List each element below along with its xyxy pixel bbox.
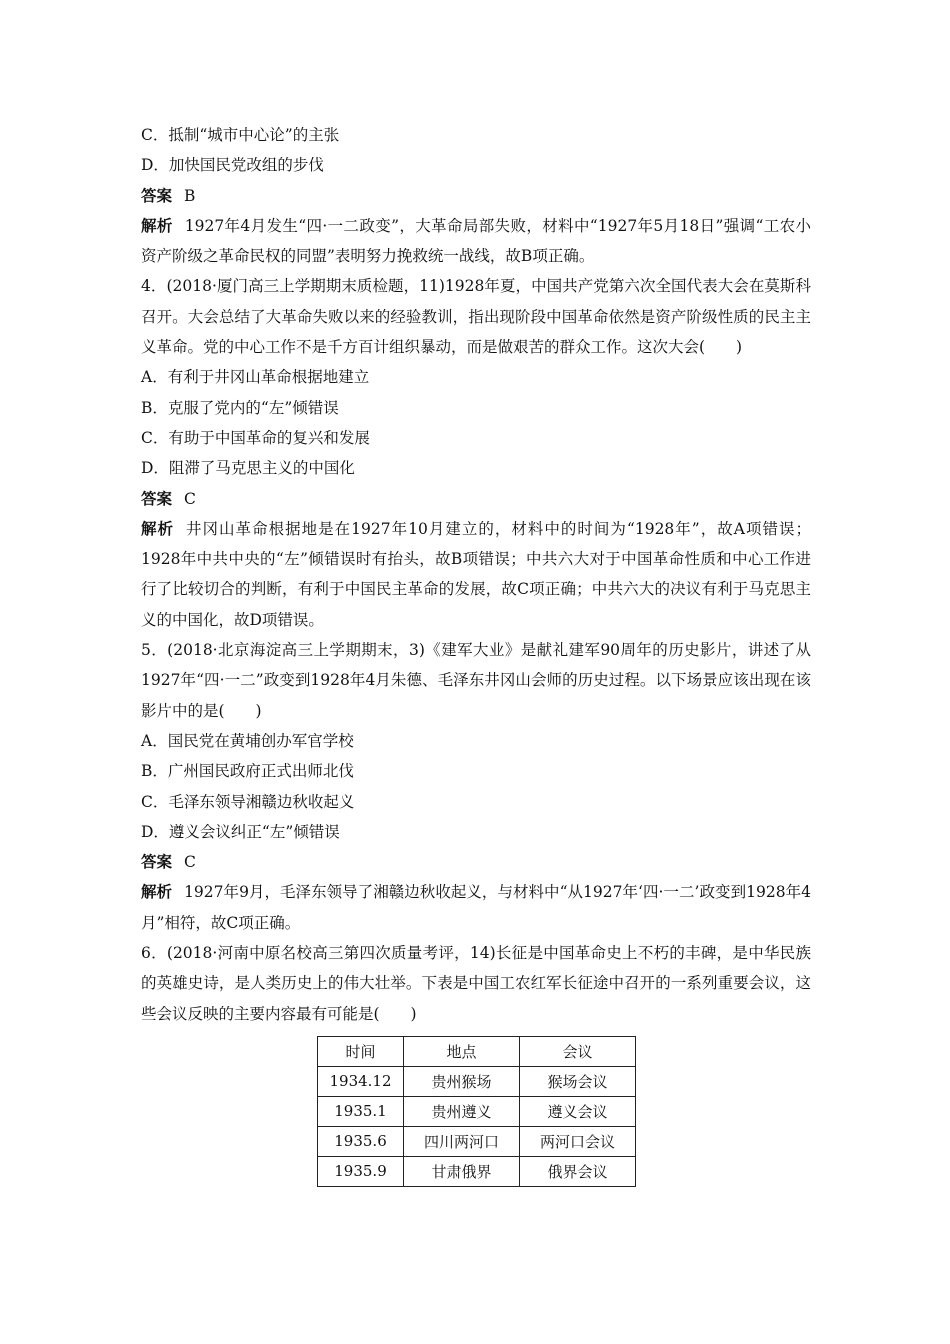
- table-cell: 四川两河口: [404, 1126, 520, 1156]
- q5-option-a: A．国民党在黄埔创办军官学校: [141, 731, 354, 750]
- table-cell: 贵州遵义: [404, 1096, 520, 1126]
- q4-option-d: D．阻滞了马克思主义的中国化: [141, 459, 355, 478]
- q6-stem: 6．(2018·河南中原名校高三第四次质量考评，14)长征是中国革命史上不朽的丰碑，是中华民族的英雄史诗，是人类历史上的伟大壮举。下表是中国工农红军长征途中召开的一系列重要会议，这些会议反映的主要内容最有可能是( ): [141, 944, 811, 1023]
- q4-answer: [141, 484, 811, 514]
- table-row: [318, 1156, 636, 1186]
- q5-option-b: B．广州国民政府正式出师北伐: [141, 762, 354, 781]
- table-cell: 1935.9: [318, 1156, 404, 1186]
- table-cell: 1935.6: [318, 1126, 404, 1156]
- table-cell: 甘肃俄界: [404, 1156, 520, 1186]
- table-cell: 俄界会议: [520, 1156, 636, 1186]
- table-header-cell: 时间: [318, 1036, 404, 1066]
- q3-option-d: D．加快国民党改组的步伐: [141, 156, 324, 175]
- q3-analysis: [141, 211, 811, 272]
- answer-value: C: [184, 489, 196, 508]
- q3-option-c: C．抵制“城市中心论”的主张: [141, 126, 340, 144]
- answer-value: B: [184, 186, 196, 205]
- table-cell: 两河口会议: [520, 1126, 636, 1156]
- q5-answer: [141, 847, 811, 877]
- q3-answer: [141, 181, 811, 211]
- q5-option-d: D．遵义会议纠正“左”倾错误: [141, 822, 340, 841]
- table-cell: 1935.1: [318, 1096, 404, 1126]
- answer-label: 答案: [141, 852, 173, 872]
- table-cell: 猴场会议: [520, 1066, 636, 1096]
- meetings-table: [317, 1036, 636, 1187]
- answer-label: 答案: [141, 488, 173, 508]
- table-header-cell: 地点: [404, 1036, 520, 1066]
- analysis-label: 解析: [141, 882, 173, 902]
- table-header-row: [318, 1036, 636, 1066]
- table-cell: 遵义会议: [520, 1096, 636, 1126]
- q5-option-c: C．毛泽东领导湘赣边秋收起义: [141, 792, 355, 811]
- table-cell: 1934.12: [318, 1066, 404, 1096]
- q4-stem: 4．(2018·厦门高三上学期期末质检题，11)1928年夏，中国共产党第六次全国代表大会在莫斯科召开。大会总结了大革命失败以来的经验教训，指出现阶段中国革命依然是资产阶级性质的民主主义革命。党的中心工作不是千方百计组织暴动，而是做艰苦的群众工作。这次大会( ): [141, 277, 811, 357]
- q4-analysis: [141, 514, 811, 635]
- analysis-label: 解析: [141, 215, 173, 235]
- q5-analysis: [141, 877, 811, 938]
- q5-stem: 5．(2018·北京海淀高三上学期期末，3)《建军大业》是献礼建军90周年的历史影片，讲述了从1927年“四·一二”政变到1928年4月朱德、毛泽东井冈山会师的历史过程。以下场景应该出现在该影片中的是( ): [141, 641, 811, 720]
- analysis-text: 1927年9月，毛泽东领导了湘赣边秋收起义，与材料中“从1927年‘四·一二’政变到1928年4月”相符，故C项正确。: [141, 883, 811, 932]
- table-row: [318, 1126, 636, 1156]
- answer-value: C: [184, 853, 196, 872]
- analysis-text: 井冈山革命根据地是在1927年10月建立的，材料中的时间为“1928年”，故A项错误；1928年中共中央的“左”倾错误时有抬头，故B项错误；中共六大对于中国革命性质和中心工作进行了比较切合的判断，有利于中国民主革命的发展，故C项正确；中共六大的决议有利于马克思主义的中国化，故D项错误。: [141, 519, 811, 629]
- document-page: [141, 120, 811, 1187]
- analysis-label: 解析: [141, 518, 175, 538]
- q4-option-b: B．克服了党内的“左”倾错误: [141, 398, 339, 417]
- answer-label: 答案: [141, 185, 173, 205]
- q4-option-a: A．有利于井冈山革命根据地建立: [141, 368, 370, 387]
- table-row: [318, 1096, 636, 1126]
- analysis-text: 1927年4月发生“四·一二政变”，大革命局部失败，材料中“1927年5月18日”强调“工农小资产阶级之革命民权的同盟”表明努力挽救统一战线，故B项正确。: [141, 216, 811, 266]
- table-cell: 贵州猴场: [404, 1066, 520, 1096]
- q4-option-c: C．有助于中国革命的复兴和发展: [141, 428, 370, 447]
- table-header-cell: 会议: [520, 1036, 636, 1066]
- table-row: [318, 1066, 636, 1096]
